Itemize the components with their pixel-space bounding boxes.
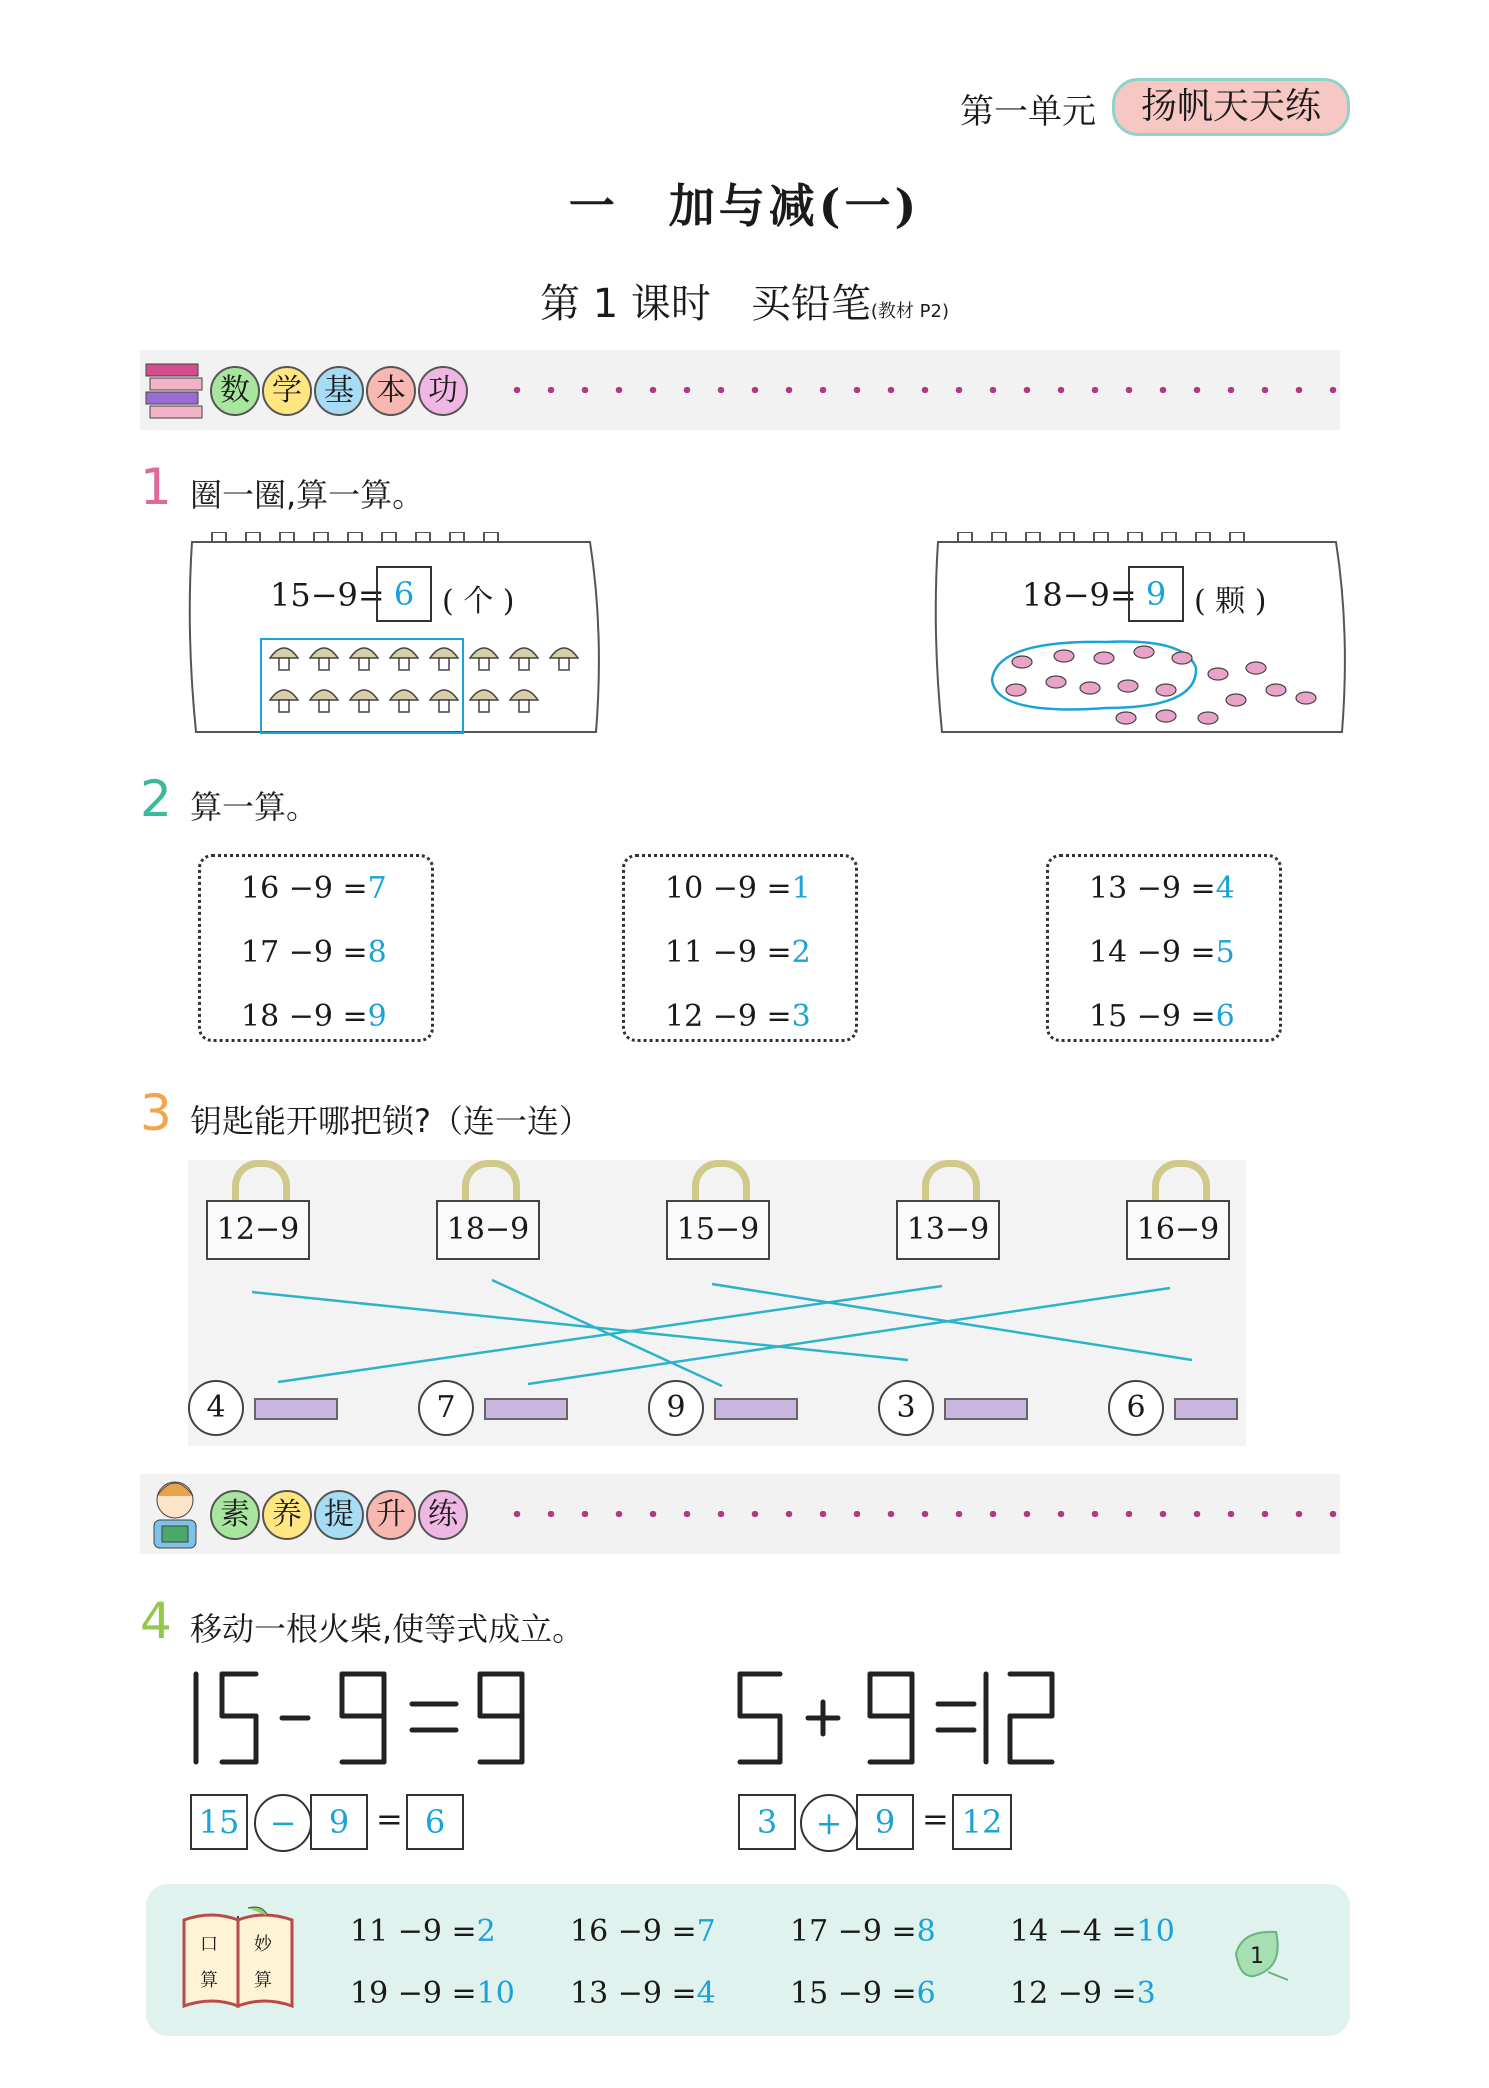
q1-right-expr: 18−9= (1022, 576, 1137, 614)
mushroom-group (260, 636, 590, 726)
sum-answer: 9 (367, 999, 387, 1034)
sum-group (1046, 854, 1282, 1042)
sum-answer: 1 (791, 871, 811, 906)
girl-reading-icon (144, 1476, 206, 1552)
q1-left-panel (186, 532, 604, 740)
calc-answer: 3 (1136, 1976, 1156, 2011)
calc-expr: 15 −9 = (790, 1976, 917, 2011)
q4-eq1-a[interactable]: 15 (190, 1794, 248, 1850)
calc-item (350, 1914, 496, 1949)
calc-item (1010, 1976, 1156, 2011)
unit-label: 第一单元 (960, 92, 1096, 132)
candy-group (986, 628, 1326, 728)
sum-answer: 4 (1215, 871, 1235, 906)
book-char: 算 (200, 1970, 218, 1991)
badge-char: 升 (366, 1490, 416, 1540)
question-text: 钥匙能开哪把锁?（连一连） (190, 1102, 591, 1140)
calc-answer: 2 (476, 1914, 496, 1949)
matchstick-figure (186, 1668, 546, 1768)
lock[interactable]: 13−9 (896, 1200, 1000, 1260)
calc-answer: 10 (476, 1976, 515, 2011)
calc-item (790, 1914, 936, 1949)
banner-dots (500, 387, 1340, 393)
key[interactable]: 9 (648, 1380, 704, 1436)
badge-char: 养 (262, 1490, 312, 1540)
q1-right-panel (932, 532, 1350, 740)
lesson-ref: (教材 P2) (870, 301, 949, 322)
sum-group (622, 854, 858, 1042)
book-char: 妙 (254, 1934, 272, 1955)
matchstick-figure (734, 1668, 1074, 1768)
lock[interactable]: 16−9 (1126, 1200, 1230, 1260)
q4-eq2-a[interactable]: 3 (738, 1794, 796, 1850)
sum-expr: 10 −9 = (665, 871, 792, 906)
q1-left-expr: 15−9= (270, 576, 385, 614)
calc-answer: 8 (916, 1914, 936, 1949)
calc-expr: 16 −9 = (570, 1914, 697, 1949)
key-shaft-icon (944, 1398, 1028, 1420)
banner-dots (500, 1511, 1340, 1517)
lock[interactable]: 18−9 (436, 1200, 540, 1260)
q4-eq1-b[interactable]: 9 (310, 1794, 368, 1850)
chapter-title: 一 加与减(一) (568, 179, 921, 233)
badge-char: 本 (366, 366, 416, 416)
question-number: 4 (140, 1592, 172, 1650)
key-shaft-icon (484, 1398, 568, 1420)
open-book-icon (178, 1906, 298, 2018)
badge-char: 练 (418, 1490, 468, 1540)
sum-expr: 14 −9 = (1089, 935, 1216, 970)
sum-expr: 13 −9 = (1089, 871, 1216, 906)
question-number: 2 (140, 770, 172, 828)
sum-item (1089, 871, 1235, 906)
calc-item (1010, 1914, 1175, 1949)
q4-eq1-equals: = (376, 1800, 403, 1838)
book-char: 口 (200, 1934, 218, 1955)
calc-expr: 11 −9 = (350, 1914, 477, 1949)
question-text: 算一算。 (190, 788, 319, 826)
q4-eq2-equals: = (922, 1800, 949, 1838)
question-text: 移动一根火柴,使等式成立。 (190, 1610, 585, 1648)
sum-answer: 3 (791, 999, 811, 1034)
key[interactable]: 7 (418, 1380, 474, 1436)
q4-eq2-op[interactable]: + (800, 1794, 858, 1852)
calc-answer: 10 (1136, 1914, 1175, 1949)
calc-expr: 12 −9 = (1010, 1976, 1137, 2011)
sum-item (665, 871, 811, 906)
lock[interactable]: 12−9 (206, 1200, 310, 1260)
sum-item (665, 999, 811, 1034)
key[interactable]: 3 (878, 1380, 934, 1436)
matchstick-equation-2 (734, 1668, 1074, 1768)
sum-answer: 2 (791, 935, 811, 970)
mental-calc-panel (146, 1884, 1350, 2036)
matchstick-equation-1 (186, 1668, 546, 1768)
q1-right-answer[interactable]: 9 (1128, 566, 1184, 622)
calc-item (350, 1976, 515, 2011)
q4-eq2-b[interactable]: 9 (856, 1794, 914, 1850)
badge-char: 功 (418, 366, 468, 416)
q4-eq2-c[interactable]: 12 (952, 1794, 1012, 1850)
badge-char: 基 (314, 366, 364, 416)
sum-expr: 17 −9 = (241, 935, 368, 970)
books-icon (144, 358, 206, 420)
calc-expr: 17 −9 = (790, 1914, 917, 1949)
calc-expr: 19 −9 = (350, 1976, 477, 2011)
sum-item (1089, 999, 1235, 1034)
book-char: 算 (254, 1970, 272, 1991)
lock[interactable]: 15−9 (666, 1200, 770, 1260)
calc-expr: 13 −9 = (570, 1976, 697, 2011)
key-shaft-icon (254, 1398, 338, 1420)
q4-eq1-c[interactable]: 6 (406, 1794, 464, 1850)
sum-answer: 6 (1215, 999, 1235, 1034)
calc-answer: 6 (916, 1976, 936, 2011)
sum-expr: 18 −9 = (241, 999, 368, 1034)
badge-char: 提 (314, 1490, 364, 1540)
sum-expr: 11 −9 = (665, 935, 792, 970)
sum-answer: 8 (367, 935, 387, 970)
matchstick-equation-text (734, 1668, 738, 1669)
calc-answer: 7 (696, 1914, 716, 1949)
sum-expr: 15 −9 = (1089, 999, 1216, 1034)
lesson-title (0, 272, 1489, 329)
q1-left-answer[interactable]: 6 (376, 566, 432, 622)
matchstick-equation-text (186, 1668, 190, 1669)
key-shaft-icon (714, 1398, 798, 1420)
q1-right-unit: ( 颗 ) (1194, 584, 1267, 619)
section-banner-advanced (140, 1474, 1340, 1554)
question-text: 圈一圈,算一算。 (190, 476, 425, 514)
sum-item (1089, 935, 1235, 970)
badge-char: 素 (210, 1490, 260, 1540)
lock-key-area (188, 1160, 1246, 1446)
badge-char: 学 (262, 366, 312, 416)
sum-answer: 5 (1215, 935, 1235, 970)
lesson-name: 第 1 课时 买铅笔 (540, 281, 871, 327)
badge-char: 数 (210, 366, 260, 416)
question-number: 1 (140, 458, 172, 516)
sum-answer: 7 (367, 871, 387, 906)
calc-item (570, 1914, 716, 1949)
sum-item (241, 935, 387, 970)
q1-left-unit: ( 个 ) (442, 584, 515, 619)
sum-expr: 16 −9 = (241, 871, 368, 906)
calc-item (570, 1976, 716, 2011)
key-shaft-icon (1174, 1398, 1238, 1420)
sum-item (241, 999, 387, 1034)
sum-expr: 12 −9 = (665, 999, 792, 1034)
sum-item (241, 871, 387, 906)
key[interactable]: 6 (1108, 1380, 1164, 1436)
q4-eq1-op[interactable]: − (254, 1794, 312, 1852)
sum-group (198, 854, 434, 1042)
question-number: 3 (140, 1084, 172, 1142)
series-badge: 扬帆天天练 (1112, 78, 1350, 136)
page-number: 1 (1250, 1944, 1264, 1969)
calc-answer: 4 (696, 1976, 716, 2011)
sum-item (665, 935, 811, 970)
key[interactable]: 4 (188, 1380, 244, 1436)
calc-expr: 14 −4 = (1010, 1914, 1137, 1949)
section-banner-basics (140, 350, 1340, 430)
calc-item (790, 1976, 936, 2011)
